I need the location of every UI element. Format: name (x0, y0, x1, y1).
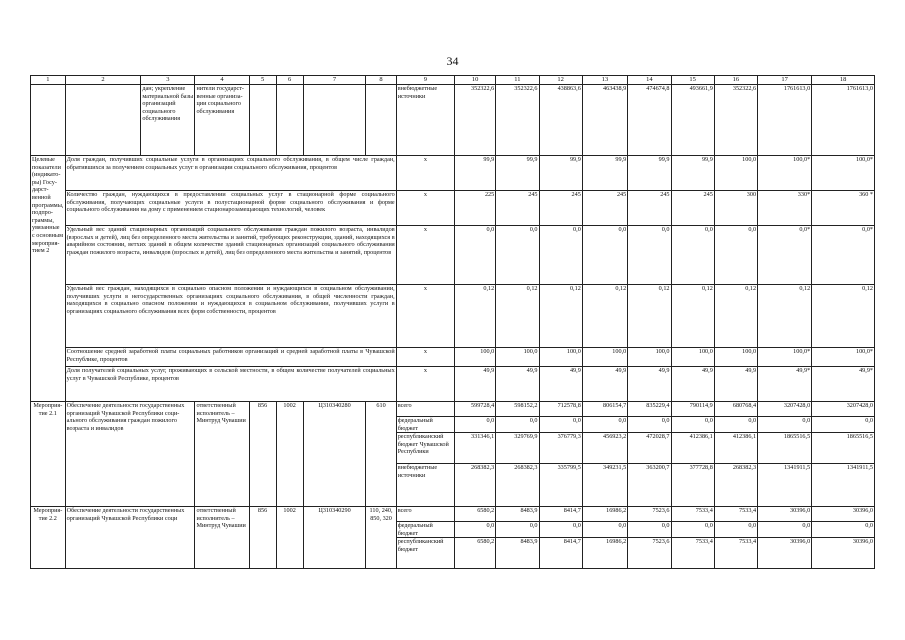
amount-cell: 0,0 (714, 417, 757, 433)
funding-source: федеральный бюджет (396, 417, 454, 433)
indicator-value: 99,9 (628, 156, 671, 191)
indicator-value: 0,0* (758, 226, 812, 285)
indicator-x: х (396, 285, 454, 348)
funding-source: федеральный бюджет (396, 522, 454, 538)
funding-source: всего (396, 402, 454, 417)
amount-cell: 6580,2 (455, 507, 496, 522)
amount-cell: 7523,6 (628, 538, 671, 569)
funding-source: внебюджетные источники (396, 85, 454, 156)
amount-cell: 349231,5 (582, 464, 627, 507)
amount-cell: 412386,1 (714, 433, 757, 464)
amount-cell: 0,0 (582, 417, 627, 433)
indicator-value: 49,9 (714, 367, 757, 402)
amount-cell: 438863,6 (539, 85, 582, 156)
indicator-row (31, 226, 875, 285)
column-number: 14 (628, 76, 671, 85)
indicator-value: 99,9 (671, 156, 714, 191)
rzpr-code: 1002 (276, 507, 303, 569)
column-number: 18 (812, 76, 875, 85)
amount-cell: 7533,4 (714, 538, 757, 569)
indicator-x: х (396, 348, 454, 367)
amount-cell: 30396,0 (812, 507, 875, 522)
indicator-text: Удельный вес зданий стационарных организаций социального обслуживания граждан пожилого возраста, инвалидов (взрослых и детей), лиц без определенного места жительства и занятий, требующих реконструкции, зданий, находящихся в аварийном состоянии, ветхих зданий в общем количестве зданий стационарных организаций социального обслуживания граждан пожилого возраста, инвалидов (взрослых и детей), лиц без определенного места жительства и занятий, процентов (65, 226, 396, 285)
csr-code: Ц310340280 (303, 402, 366, 507)
indicator-value: 0,12 (539, 285, 582, 348)
column-number: 10 (455, 76, 496, 85)
amount-cell: 0,0 (539, 417, 582, 433)
amount-cell: 7533,4 (714, 507, 757, 522)
indicator-value: 0,0 (628, 226, 671, 285)
indicator-value: 360 * (812, 191, 875, 226)
empty-cell (249, 85, 276, 156)
indicator-value: 49,9 (496, 367, 539, 402)
indicator-value: 0,0 (582, 226, 627, 285)
indicator-value: 99,9 (582, 156, 627, 191)
indicator-value: 0,0 (496, 226, 539, 285)
column-number: 12 (539, 76, 582, 85)
measure-name: Обеспечение деятельности государственных организаций Чувашской Республики соци (65, 507, 195, 569)
funding-source: республиканский бюджет (396, 538, 454, 569)
indicator-value: 245 (628, 191, 671, 226)
vr-code: 610 (366, 402, 396, 507)
indicator-value: 49,9* (758, 367, 812, 402)
column-number: 2 (65, 76, 141, 85)
amount-cell: 8414,7 (539, 507, 582, 522)
empty-cell (31, 85, 66, 156)
amount-cell: 806154,7 (582, 402, 627, 417)
amount-cell: 3207428,0 (812, 402, 875, 417)
indicator-value: 100,0 (539, 348, 582, 367)
indicator-value: 0,12 (758, 285, 812, 348)
indicator-row (31, 285, 875, 348)
amount-cell: 456923,2 (582, 433, 627, 464)
column-number: 11 (496, 76, 539, 85)
indicator-value: 0,12 (455, 285, 496, 348)
indicator-value: 330* (758, 191, 812, 226)
indicator-value: 0,12 (496, 285, 539, 348)
indicator-value: 0,0 (539, 226, 582, 285)
amount-cell: 30396,0 (758, 507, 812, 522)
indicator-x: х (396, 156, 454, 191)
amount-cell: 790114,9 (671, 402, 714, 417)
indicator-value: 245 (496, 191, 539, 226)
amount-cell: 335799,5 (539, 464, 582, 507)
indicator-value: 100,0 (582, 348, 627, 367)
indicator-value: 245 (539, 191, 582, 226)
amount-cell: 0,0 (496, 417, 539, 433)
amount-cell: 1341911,5 (812, 464, 875, 507)
measure-row (31, 402, 875, 417)
page-number: 34 (446, 54, 459, 68)
indicator-value: 100,0 (455, 348, 496, 367)
indicator-value: 0,12 (671, 285, 714, 348)
amount-cell: 0,0 (628, 522, 671, 538)
amount-cell: 0,0 (496, 522, 539, 538)
measure-executor: ответственный исполнитель – Минтруд Чувашии (195, 507, 249, 569)
amount-cell: 7533,4 (671, 507, 714, 522)
indicator-x: х (396, 367, 454, 402)
executor-fragment: нители государственные организации социального обслуживания (195, 85, 249, 156)
indicator-value: 0,0* (812, 226, 875, 285)
amount-cell: 352322,6 (714, 85, 757, 156)
amount-cell: 30396,0 (758, 538, 812, 569)
empty-cell (366, 85, 396, 156)
indicator-value: 0,0 (455, 226, 496, 285)
measure-row (31, 507, 875, 522)
indicator-text: Доля получателей социальных услуг, проживающих в сельской местности, в общем количестве получателей социальных услуг в Чувашской Республике, процентов (65, 367, 396, 402)
indicator-value: 100,0* (812, 348, 875, 367)
amount-cell: 8414,7 (539, 538, 582, 569)
amount-cell: 0,0 (455, 417, 496, 433)
indicator-value: 0,12 (812, 285, 875, 348)
indicator-value: 49,9 (539, 367, 582, 402)
amount-cell: 376779,3 (539, 433, 582, 464)
amount-cell: 472028,7 (628, 433, 671, 464)
target-indicators-label: Целевые показатели (индикаторы) Государственной программы, подпрограммы, увязанные с основным мероприятием 2 (31, 156, 66, 402)
indicator-value: 300 (714, 191, 757, 226)
amount-cell: 0,0 (758, 417, 812, 433)
amount-cell: 352322,6 (496, 85, 539, 156)
amount-cell: 377728,8 (671, 464, 714, 507)
column-number: 8 (366, 76, 396, 85)
indicator-value: 100,0* (758, 348, 812, 367)
amount-cell: 268382,3 (455, 464, 496, 507)
measure-label: Мероприятие 2.2 (31, 507, 66, 569)
indicator-value: 99,9 (455, 156, 496, 191)
amount-cell: 268382,3 (714, 464, 757, 507)
column-number: 3 (141, 76, 195, 85)
amount-cell: 412386,1 (671, 433, 714, 464)
column-number: 4 (195, 76, 249, 85)
amount-cell: 1865516,5 (812, 433, 875, 464)
amount-cell: 16986,2 (582, 507, 627, 522)
empty-cell (303, 85, 366, 156)
amount-cell: 331346,1 (455, 433, 496, 464)
amount-cell: 463438,9 (582, 85, 627, 156)
continuation-row (31, 85, 875, 156)
funding-source: всего (396, 507, 454, 522)
amount-cell: 493661,9 (671, 85, 714, 156)
amount-cell: 599728,4 (455, 402, 496, 417)
indicator-row (31, 191, 875, 226)
amount-cell: 0,0 (455, 522, 496, 538)
amount-cell: 0,0 (582, 522, 627, 538)
amount-cell: 0,0 (628, 417, 671, 433)
indicator-value: 245 (671, 191, 714, 226)
amount-cell: 474674,8 (628, 85, 671, 156)
column-number: 16 (714, 76, 757, 85)
indicator-value: 100,0 (714, 348, 757, 367)
indicator-text: Количество граждан, нуждающихся в предоставлении социальных услуг в стационарной форме социального обслуживания, получающих социальные услуги в полустационарной форме социального обслуживания и форме социального обслуживания на дому с применением стационарозамещающих технологий, человек (65, 191, 396, 226)
indicator-value: 100,0 (628, 348, 671, 367)
indicator-value: 100,0 (496, 348, 539, 367)
column-number-row (31, 76, 875, 85)
indicator-value: 99,9 (539, 156, 582, 191)
indicator-value: 99,9 (496, 156, 539, 191)
indicator-x: х (396, 191, 454, 226)
column-number: 17 (758, 76, 812, 85)
column-number: 1 (31, 76, 66, 85)
measure-executor: ответственный исполнитель – Минтруд Чувашии (195, 402, 249, 507)
amount-cell: 6580,2 (455, 538, 496, 569)
funding-source: внебюджетные источники (396, 464, 454, 507)
indicator-text: Доля граждан, получивших социальные услуги в организациях социального обслуживания, в общем числе граждан, обратившихся за получением социальных услуг в организации социального обслуживания, процентов (65, 156, 396, 191)
amount-cell: 7533,4 (671, 538, 714, 569)
indicator-row (31, 156, 875, 191)
indicator-value: 0,12 (628, 285, 671, 348)
amount-cell: 8483,9 (496, 507, 539, 522)
indicator-value: 49,9 (628, 367, 671, 402)
indicator-text: Соотношение средней заработной платы социальных работников организаций и средней заработной платы в Чувашской Республике, процентов (65, 348, 396, 367)
amount-cell: 598152,2 (496, 402, 539, 417)
amount-cell: 7523,6 (628, 507, 671, 522)
indicator-value: 0,12 (714, 285, 757, 348)
indicator-text: Удельный вес граждан, находящихся в социально опасном положении и нуждающихся в социальном обслуживании, получивших услуги в негосударственных организациях социального обслуживания, в общей численности граждан, находящихся в социально опасном положении и нуждающихся в социальном обслуживании, получивших услуги в организациях социального обслуживания всех форм собственности, процентов (65, 285, 396, 348)
amount-cell: 1341911,5 (758, 464, 812, 507)
indicator-row (31, 348, 875, 367)
indicator-value: 49,9 (582, 367, 627, 402)
indicator-value: 100,0* (758, 156, 812, 191)
amount-cell: 329769,9 (496, 433, 539, 464)
amount-cell: 712578,8 (539, 402, 582, 417)
grbs-code: 856 (249, 402, 276, 507)
indicator-row (31, 367, 875, 402)
amount-cell: 16986,2 (582, 538, 627, 569)
indicator-value: 225 (455, 191, 496, 226)
indicator-value: 100,0* (812, 156, 875, 191)
amount-cell: 0,0 (671, 417, 714, 433)
column-number: 6 (276, 76, 303, 85)
measure-name: Обеспечение деятельности государственных организаций Чувашской Республики социального обслуживания граждан пожилого возраста и инвалидов (65, 402, 195, 507)
amount-cell: 0,0 (671, 522, 714, 538)
indicator-value: 0,12 (582, 285, 627, 348)
amount-cell: 1761613,0 (758, 85, 812, 156)
amount-cell: 268382,3 (496, 464, 539, 507)
grbs-code: 856 (249, 507, 276, 569)
amount-cell: 0,0 (812, 417, 875, 433)
amount-cell: 0,0 (758, 522, 812, 538)
amount-cell: 1865516,5 (758, 433, 812, 464)
column-number: 13 (582, 76, 627, 85)
indicator-value: 49,9 (671, 367, 714, 402)
empty-cell (65, 85, 141, 156)
vr-code: 110, 240, 850, 320 (366, 507, 396, 569)
measure-label: Мероприятие 2.1 (31, 402, 66, 507)
amount-cell: 0,0 (714, 522, 757, 538)
program-table (30, 75, 875, 569)
column-number: 5 (249, 76, 276, 85)
amount-cell: 8483,9 (496, 538, 539, 569)
funding-source: республиканский бюджет Чувашской Республики (396, 433, 454, 464)
amount-cell: 680768,4 (714, 402, 757, 417)
indicator-value: 49,9* (812, 367, 875, 402)
indicator-value: 100,0 (671, 348, 714, 367)
amount-cell: 352322,6 (455, 85, 496, 156)
indicator-value: 245 (582, 191, 627, 226)
indicator-value: 0,0 (671, 226, 714, 285)
amount-cell: 3207428,0 (758, 402, 812, 417)
empty-cell (276, 85, 303, 156)
indicator-value: 100,0 (714, 156, 757, 191)
rzpr-code: 1002 (276, 402, 303, 507)
amount-cell: 363200,7 (628, 464, 671, 507)
activity-name-fragment: дан; укрепление материальной базы организаций социального обслуживания (141, 85, 195, 156)
csr-code: Ц310340290 (303, 507, 366, 569)
amount-cell: 1761613,0 (812, 85, 875, 156)
amount-cell: 30396,0 (812, 538, 875, 569)
indicator-value: 49,9 (455, 367, 496, 402)
column-number: 7 (303, 76, 366, 85)
amount-cell: 0,0 (539, 522, 582, 538)
indicator-value: 0,0 (714, 226, 757, 285)
indicator-x: х (396, 226, 454, 285)
column-number: 15 (671, 76, 714, 85)
column-number: 9 (396, 76, 454, 85)
amount-cell: 0,0 (812, 522, 875, 538)
amount-cell: 835229,4 (628, 402, 671, 417)
